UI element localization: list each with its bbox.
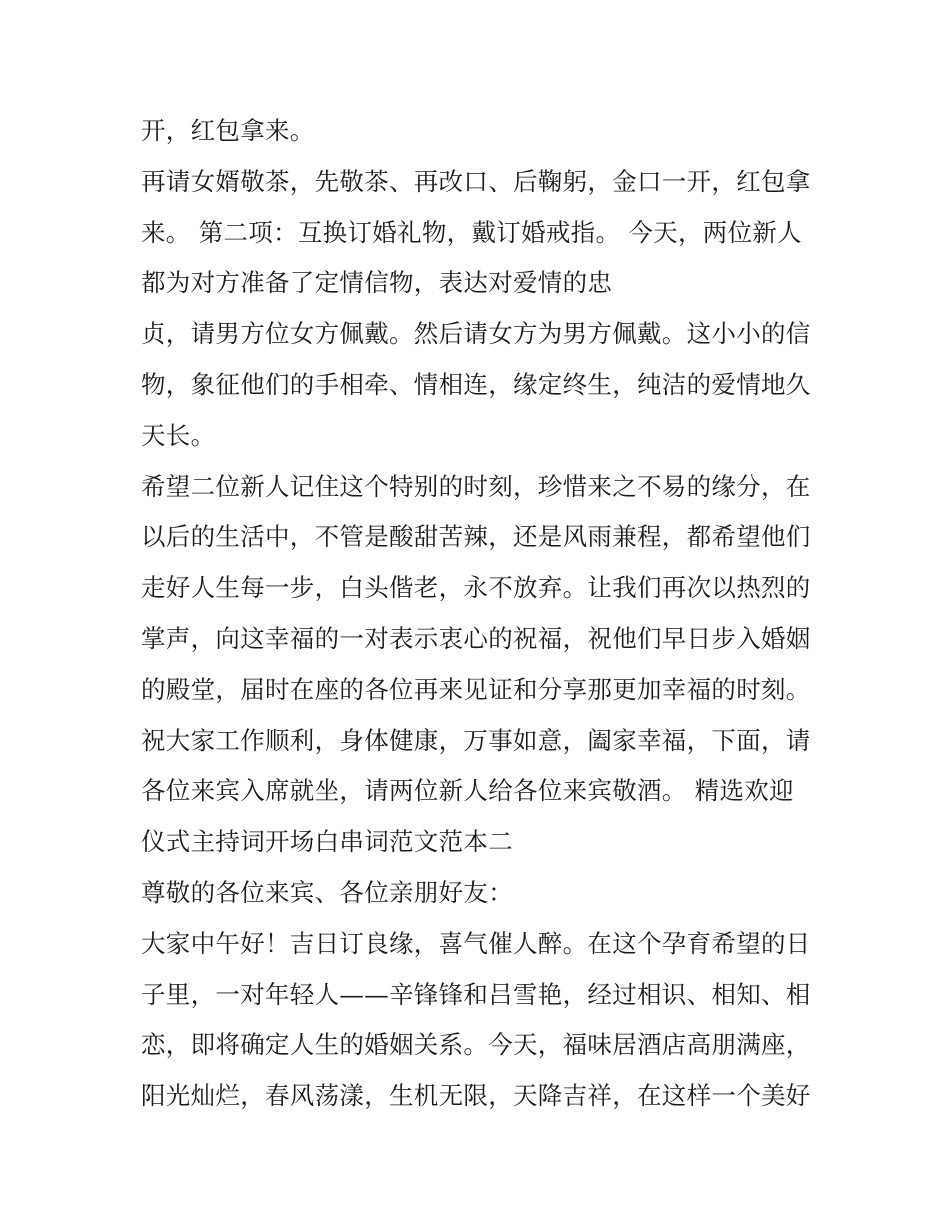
text-line: 天长。 xyxy=(141,420,216,450)
text-line: 祝大家工作顺利，身体健康，万事如意，阖家幸福，下面，请 xyxy=(141,725,811,755)
text-line: 再请女婿敬茶，先敬茶、再改口、后鞠躬，金口一开，红包拿 xyxy=(141,166,811,196)
text-line: 掌声，向这幸福的一对表示衷心的祝福，祝他们早日步入婚姻 xyxy=(141,623,811,653)
text-line: 恋，即将确定人生的婚姻关系。今天，福味居酒店高朋满座， xyxy=(141,1030,811,1060)
text-line: 子里，一对年轻人——辛锋锋和吕雪艳，经过相识、相知、相 xyxy=(141,979,811,1009)
salutation: 尊敬的各位来宾、各位亲朋好友： xyxy=(141,877,513,907)
text-line: 的殿堂，届时在座的各位再来见证和分享那更加幸福的时刻。 xyxy=(141,674,811,704)
text-line: 阳光灿烂，春风荡漾，生机无限，天降吉祥，在这样一个美好 xyxy=(141,1081,811,1111)
text-line: 希望二位新人记住这个特别的时刻，珍惜来之不易的缘分，在 xyxy=(141,471,811,501)
text-line: 贞，请男方位女方佩戴。然后请女方为男方佩戴。这小小的信 xyxy=(141,319,811,349)
text-line: 以后的生活中，不管是酸甜苦辣，还是风雨兼程，都希望他们 xyxy=(141,522,811,552)
text-line: 来。 第二项：互换订婚礼物，戴订婚戒指。 今天，两位新人 xyxy=(141,217,802,247)
text-line: 走好人生每一步，白头偕老，永不放弃。让我们再次以热烈的 xyxy=(141,573,811,603)
text-line: 各位来宾入席就坐，请两位新人给各位来宾敬酒。 精选欢迎 xyxy=(141,776,794,806)
section-title: 仪式主持词开场白串词范文范本二 xyxy=(141,827,513,857)
document-body-text xyxy=(141,106,821,1122)
text-line: 开，红包拿来。 xyxy=(141,116,315,145)
text-line: 大家中午好！吉日订良缘，喜气催人醉。在这个孕育希望的日 xyxy=(141,928,811,958)
text-line: 都为对方准备了定情信物，表达对爱情的忠 xyxy=(141,268,613,298)
text-line: 物，象征他们的手相牵、情相连，缘定终生，纯洁的爱情地久 xyxy=(141,369,811,399)
